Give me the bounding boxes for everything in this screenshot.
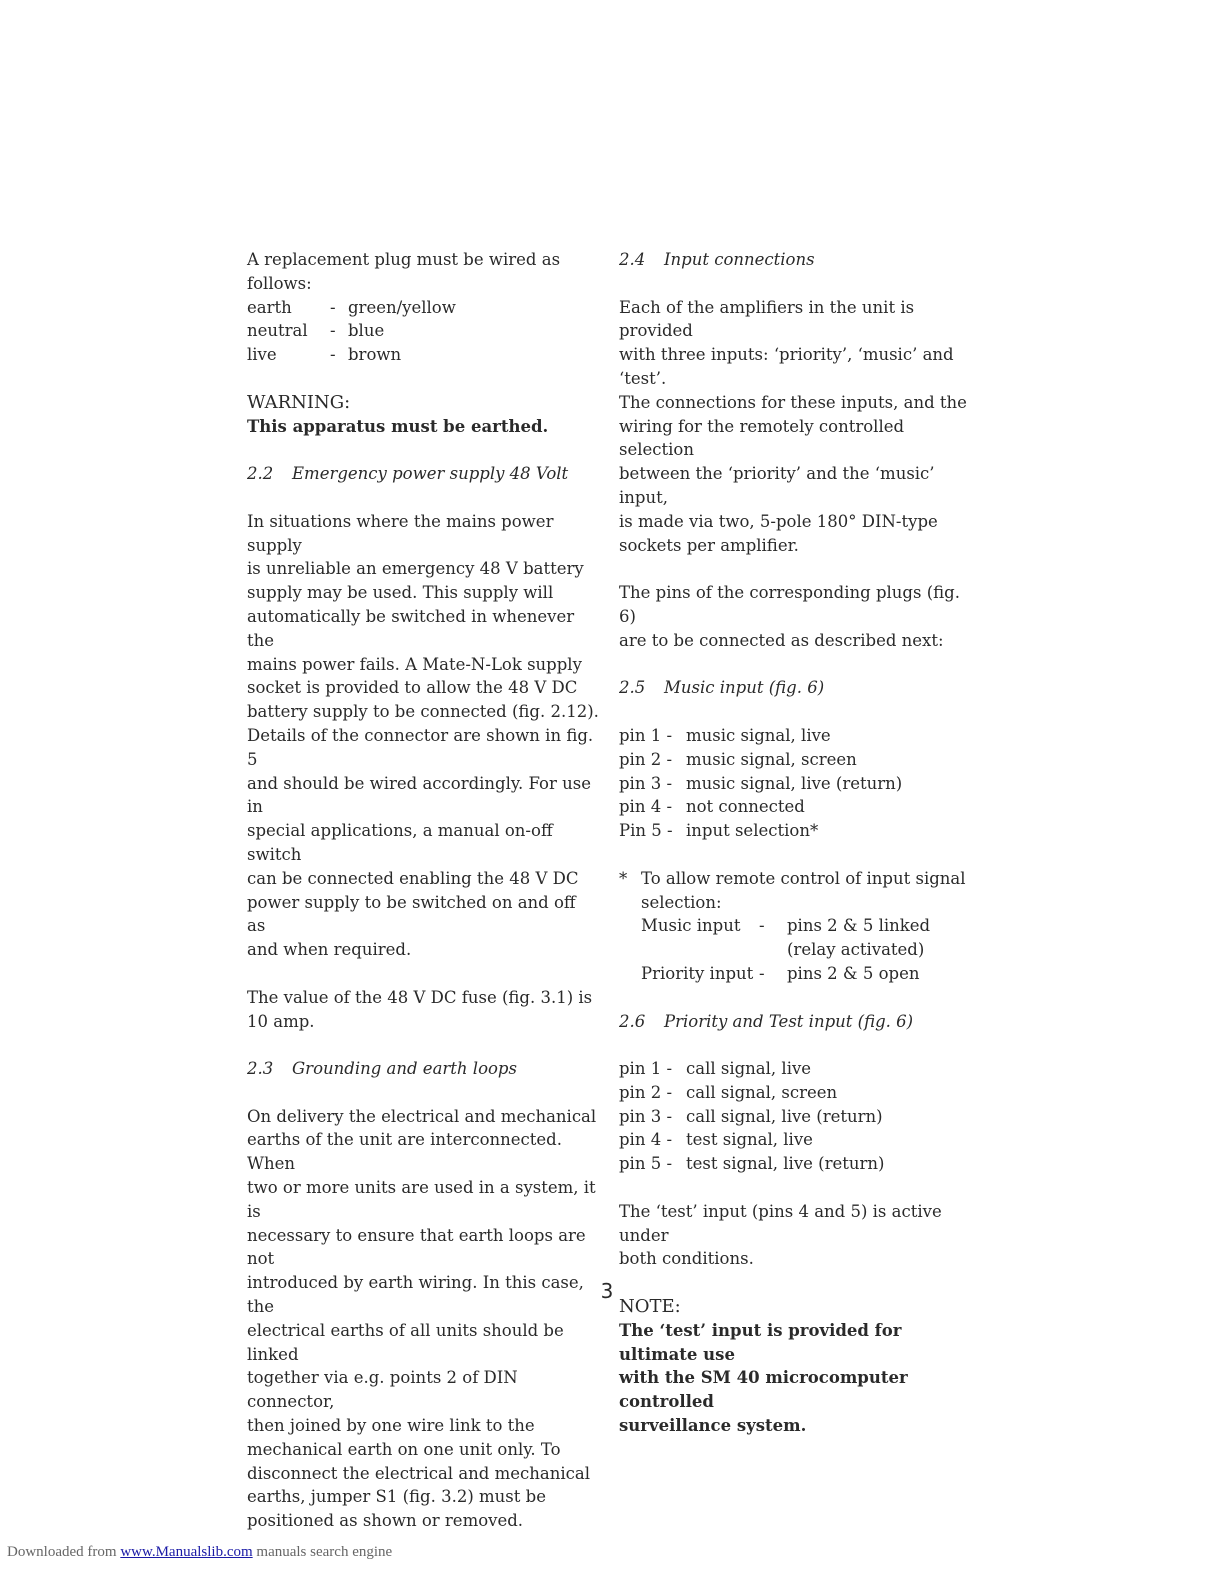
- manualslib-link[interactable]: www.Manualslib.com: [120, 1544, 253, 1560]
- pin-label: pin 1 -: [619, 725, 673, 745]
- emergency-power-paragraph: [247, 510, 599, 962]
- text-line: The pins of the corresponding plugs (fig. 6): [619, 583, 960, 626]
- text-line: sockets per amplifier.: [619, 535, 799, 555]
- text-line: introduced by earth wiring. In this case, the: [247, 1273, 584, 1317]
- text-line: supply may be used. This supply will: [247, 583, 554, 603]
- pin-description: call signal, live (return): [686, 1106, 883, 1126]
- text-line: automatically be switched in whenever the: [247, 606, 575, 650]
- pin-label: pin 5 -: [619, 1154, 673, 1174]
- text-line: mains power fails. A Mate-N-Lok supply: [247, 654, 582, 674]
- footer-prefix: Downloaded from: [7, 1544, 121, 1560]
- pin-row: [619, 795, 979, 819]
- text-line: In situations where the mains power supply: [247, 511, 554, 555]
- pin-row: [619, 1081, 979, 1105]
- replacement-plug-intro: A replacement plug must be wired as follows:: [247, 250, 561, 293]
- text-line: necessary to ensure that earth loops are not: [247, 1225, 586, 1269]
- pins-paragraph: [619, 581, 979, 652]
- section-heading-2-2: [247, 462, 599, 486]
- selection-dash: -: [759, 916, 765, 936]
- text-line: disconnect the electrical and mechanical: [247, 1463, 590, 1483]
- pin-label: pin 4 -: [619, 1130, 673, 1150]
- pin-description: input selection*: [686, 821, 819, 841]
- section-number: 2.5: [619, 678, 646, 698]
- selection-label: Priority input: [641, 963, 754, 983]
- pin-description: music signal, live: [686, 725, 831, 745]
- selection-dash: -: [759, 963, 765, 983]
- pin-description: test signal, live: [686, 1130, 813, 1150]
- selection-value: pins 2 & 5 open: [787, 963, 920, 983]
- priority-pin-list: [619, 1057, 979, 1176]
- input-connections-paragraph: [619, 296, 979, 558]
- note-title: NOTE:: [619, 1296, 681, 1318]
- input-selection-footnote: [619, 867, 979, 986]
- text-line: The connections for these inputs, and the: [619, 392, 967, 412]
- text-line: selection:: [641, 892, 722, 912]
- text-line: between the ‘priority’ and the ‘music’ input,: [619, 464, 935, 507]
- wire-name: earth: [247, 297, 292, 317]
- section-title: Music input (fig. 6): [664, 678, 825, 698]
- section-title: Emergency power supply 48 Volt: [292, 464, 569, 484]
- grounding-paragraph: [247, 1105, 599, 1533]
- text-line: is made via two, 5-pole 180° DIN-type: [619, 511, 938, 531]
- pin-label: pin 2 -: [619, 749, 673, 769]
- wire-color: green/yellow: [348, 297, 456, 317]
- selection-value: pins 2 & 5 linked: [787, 916, 931, 936]
- wiring-row: [247, 296, 599, 320]
- pin-description: not connected: [686, 797, 805, 817]
- section-heading-2-5: [619, 676, 979, 700]
- text-line: is unreliable an emergency 48 V battery: [247, 559, 584, 579]
- page-number: 3: [600, 1279, 614, 1303]
- selection-label: Music input: [641, 916, 741, 936]
- music-selection-row: [641, 914, 966, 938]
- pin-row: [619, 1128, 979, 1152]
- pin-description: music signal, live (return): [686, 773, 903, 793]
- text-line: On delivery the electrical and mechanical: [247, 1106, 597, 1126]
- text-line: with three inputs: ‘priority’, ‘music’ and ‘test’.: [619, 345, 954, 388]
- text-line: together via e.g. points 2 of DIN connector,: [247, 1368, 518, 1412]
- text-line: positioned as shown or removed.: [247, 1511, 524, 1531]
- pin-row: [619, 724, 979, 748]
- text-line: can be connected enabling the 48 V DC: [247, 868, 579, 888]
- pin-description: call signal, live: [686, 1059, 812, 1079]
- section-heading-2-6: [619, 1010, 979, 1034]
- wiring-table: [247, 296, 599, 367]
- text-line: both conditions.: [619, 1249, 754, 1269]
- text-line: The ‘test’ input is provided for ultimate use: [619, 1320, 902, 1364]
- text-line: The ‘test’ input (pins 4 and 5) is active under: [619, 1201, 942, 1245]
- footer-suffix: manuals search engine: [252, 1544, 393, 1560]
- pin-description: test signal, live (return): [686, 1154, 885, 1174]
- wire-dash: -: [330, 297, 336, 317]
- text-line: with the SM 40 microcomputer controlled: [619, 1368, 908, 1412]
- wiring-row: [247, 343, 599, 367]
- text-line: earths of the unit are interconnected. When: [247, 1130, 562, 1174]
- section-heading-2-3: [247, 1057, 599, 1081]
- section-number: 2.3: [247, 1059, 274, 1079]
- wire-dash: -: [330, 345, 336, 365]
- wire-color: blue: [348, 321, 385, 341]
- pin-row: [619, 1057, 979, 1081]
- pin-label: pin 4 -: [619, 797, 673, 817]
- section-title: Grounding and earth loops: [292, 1059, 517, 1079]
- section-title: Input connections: [664, 250, 815, 269]
- wiring-row: [247, 319, 599, 343]
- text-line: and should be wired accordingly. For use in: [247, 773, 591, 817]
- pin-label: pin 3 -: [619, 773, 673, 793]
- text-line: surveillance system.: [619, 1416, 807, 1436]
- text-line: To allow remote control of input signal: [641, 868, 966, 888]
- section-number: 2.4: [619, 250, 646, 269]
- pin-row: [619, 748, 979, 772]
- pin-label: Pin 5 -: [619, 821, 673, 841]
- text-line: Each of the amplifiers in the unit is provided: [619, 297, 915, 341]
- section-number: 2.2: [247, 464, 274, 484]
- music-selection-row-continued: [641, 938, 966, 962]
- pin-row: [619, 772, 979, 796]
- priority-selection-row: [641, 962, 966, 986]
- pin-row: [619, 819, 979, 843]
- text-line: and when required.: [247, 940, 412, 960]
- pin-row: [619, 1105, 979, 1129]
- wire-name: live: [247, 345, 277, 365]
- fuse-paragraph: [247, 986, 599, 1034]
- text-line: Details of the connector are shown in fig. 5: [247, 725, 594, 769]
- pin-label: pin 3 -: [619, 1106, 673, 1126]
- text-line: battery supply to be connected (fig. 2.12).: [247, 702, 599, 722]
- footnote-marker: *: [619, 868, 628, 888]
- text-line: then joined by one wire link to the: [247, 1416, 535, 1436]
- text-line: socket is provided to allow the 48 V DC: [247, 678, 578, 698]
- pin-description: call signal, screen: [686, 1082, 838, 1102]
- text-line: The value of the 48 V DC fuse (fig. 3.1) is: [247, 987, 593, 1007]
- text-line: special applications, a manual on-off switch: [247, 821, 553, 864]
- wire-color: brown: [348, 345, 402, 365]
- text-line: earths, jumper S1 (fig. 3.2) must be: [247, 1487, 546, 1507]
- text-line: mechanical earth on one unit only. To: [247, 1439, 561, 1459]
- warning-title: WARNING:: [247, 391, 351, 413]
- test-input-paragraph: [619, 1200, 979, 1271]
- section-heading-2-4: [619, 248, 979, 272]
- note-text: [619, 1319, 979, 1438]
- download-footer: [7, 1541, 392, 1565]
- wire-dash: -: [330, 321, 336, 341]
- pin-label: pin 2 -: [619, 1082, 673, 1102]
- music-pin-list: [619, 724, 979, 843]
- selection-value: (relay activated): [787, 940, 925, 960]
- wire-name: neutral: [247, 321, 308, 341]
- text-line: wiring for the remotely controlled selection: [619, 416, 905, 460]
- section-title: Priority and Test input (fig. 6): [664, 1011, 914, 1031]
- pin-row: [619, 1152, 979, 1176]
- left-column: [247, 248, 599, 1533]
- text-line: are to be connected as described next:: [619, 630, 944, 650]
- warning-text: This apparatus must be earthed.: [247, 416, 549, 436]
- pin-label: pin 1 -: [619, 1059, 673, 1079]
- text-line: electrical earths of all units should be linked: [247, 1320, 564, 1364]
- right-column: [619, 248, 979, 1438]
- text-line: power supply to be switched on and off as: [247, 892, 576, 936]
- text-line: two or more units are used in a system, it is: [247, 1178, 596, 1221]
- text-line: 10 amp.: [247, 1011, 315, 1031]
- pin-description: music signal, screen: [686, 749, 857, 769]
- section-number: 2.6: [619, 1011, 646, 1031]
